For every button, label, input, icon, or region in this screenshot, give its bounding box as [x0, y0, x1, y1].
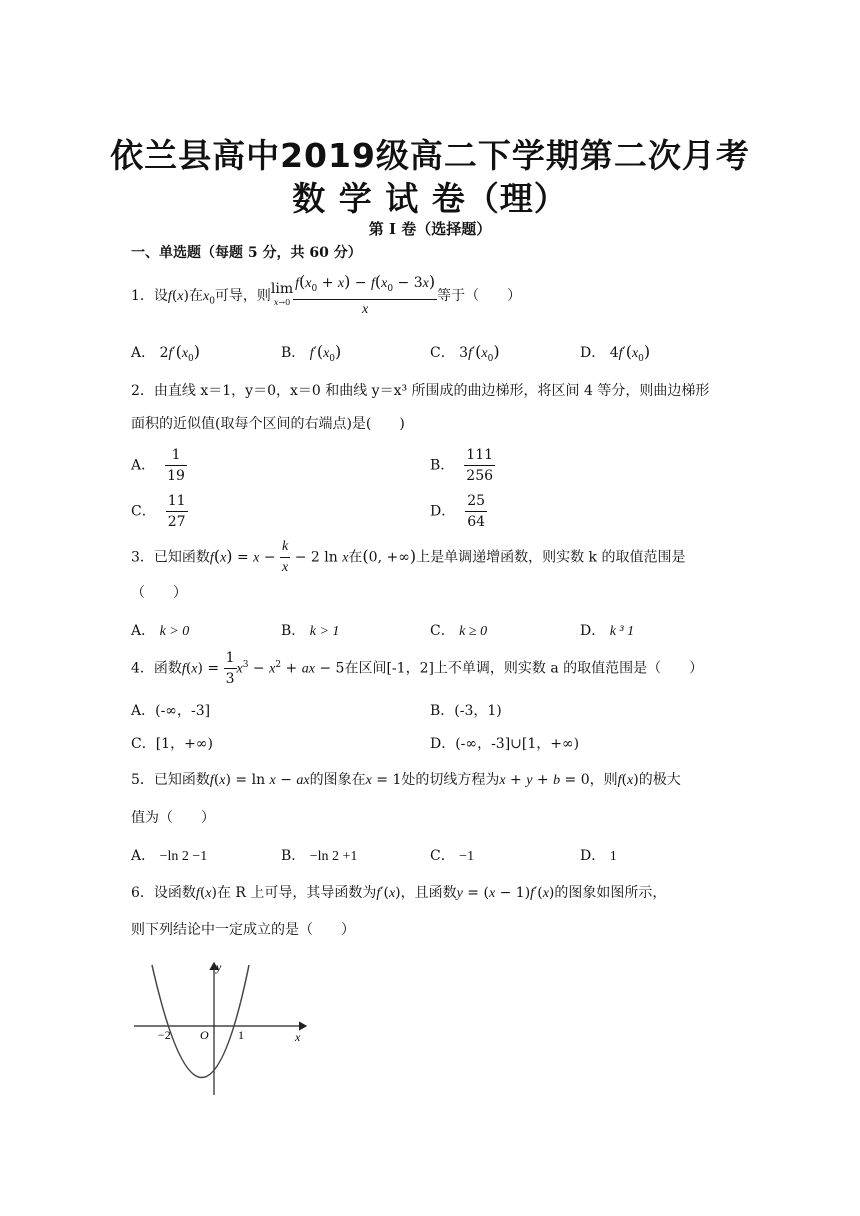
question-6-line-2: 则下列结论中一定成立的是（ ） [131, 922, 355, 938]
question-6: 6．设函数f(x)在 R 上可导，其导函数为f′(x)，且函数y = (x − 1)f′(x)的图象如图所示， [131, 885, 667, 901]
section-heading: 一、单选题（每题 5 分，共 60 分） [131, 245, 362, 261]
limit-symbol: lim x→0 [270, 280, 294, 307]
question-3-line-2: （ ） [131, 585, 187, 601]
q1-option-d: D． $4f'(x_0)$ [580, 342, 651, 364]
tick-label-neg2: −2 [158, 1028, 171, 1042]
q1-text-2: 可导，则 [214, 287, 271, 304]
origin-label: O [200, 1028, 209, 1042]
q2-option-a: A． $\frac{1}{19}$ [131, 447, 185, 484]
q2-option-c: C． $\frac{11}{27}$ [131, 493, 186, 530]
q4-option-d: D．(-∞，-3]∪[1，+∞) [430, 736, 580, 752]
x-axis-label: x [295, 1030, 301, 1044]
q3-option-d: D． k ³ 1 [580, 623, 635, 639]
question-5: 5．已知函数f(x) = ln x − ax的图象在x = 1处的切线方程为x + y + b = 0，则f(x)的极大 [131, 772, 681, 788]
q3-option-b: B． k > 1 [281, 623, 340, 639]
q5-option-d: D． 1 [580, 848, 617, 864]
q1-text-1: 在 [188, 287, 203, 304]
part-heading: 第 I 卷（选择题） [368, 220, 492, 238]
q3-option-a: A． k > 0 [131, 623, 190, 639]
q5-option-a: A． −ln 2 −1 [131, 848, 208, 864]
y-axis-label: y [216, 960, 222, 974]
q1-fraction: $\frac{f(x_0 + x) - f(x_0 - 3x)}{x}$ [295, 272, 436, 317]
q1-option-a: A． $2f'(x_0)$ [131, 342, 201, 364]
q2-option-b: B． $\frac{111}{256}$ [430, 447, 494, 484]
question-4: 4．函数f(x) = $\frac{1}{3}$ $x^3 - x^2$ + ax − 5在区间[-1，2]上不单调，则实数 a 的取值范围是（ ） [131, 650, 704, 687]
question-2-line-1: 2．由直线 x＝1，y＝0，x＝0 和曲线 y＝x³ 所围成的曲边梯形，将区间 4 等分，则曲边梯形 [131, 383, 710, 399]
q1-option-b: B． $f'(x_0)$ [281, 342, 342, 364]
exam-subtitle: 数 学 试 卷（理） [292, 179, 568, 218]
q5-option-c: C． −1 [430, 848, 475, 864]
q1-option-c: C． $3f'(x_0)$ [430, 342, 500, 364]
q2-option-d: D． $\frac{25}{64}$ [430, 493, 486, 530]
tick-label-1: 1 [238, 1028, 244, 1042]
function-graph [130, 955, 320, 1100]
question-1: 1．设f(x)在$x_0$可导，则lim x→0 $\frac{f(x_0 + x) - f(x_0 - 3x)}{x}$ 等于（ ） [131, 272, 521, 320]
parabola-curve [152, 965, 249, 1078]
q4-option-b: B．(-3，1) [430, 703, 502, 719]
question-2-line-2: 面积的近似值(取每个区间的右端点)是( ) [131, 416, 405, 432]
exam-title: 依兰县高中2019级高二下学期第二次月考 [110, 136, 750, 175]
q1-tail: 等于（ ） [437, 287, 522, 304]
q5-option-b: B． −ln 2 +1 [281, 848, 358, 864]
q3-option-c: C． k ≥ 0 [430, 623, 488, 639]
q4-option-a: A．(-∞，-3] [131, 703, 211, 719]
q1-lead: 1．设 [131, 287, 168, 304]
q4-option-c: C．[1，+∞) [131, 736, 213, 752]
question-5-line-2: 值为（ ） [131, 810, 215, 826]
question-3: 3．已知函数f(x) = x − $\frac{k}{x}$ − 2 ln x在(0, +∞)上是单调递增函数，则实数 k 的取值范围是 [131, 539, 686, 575]
